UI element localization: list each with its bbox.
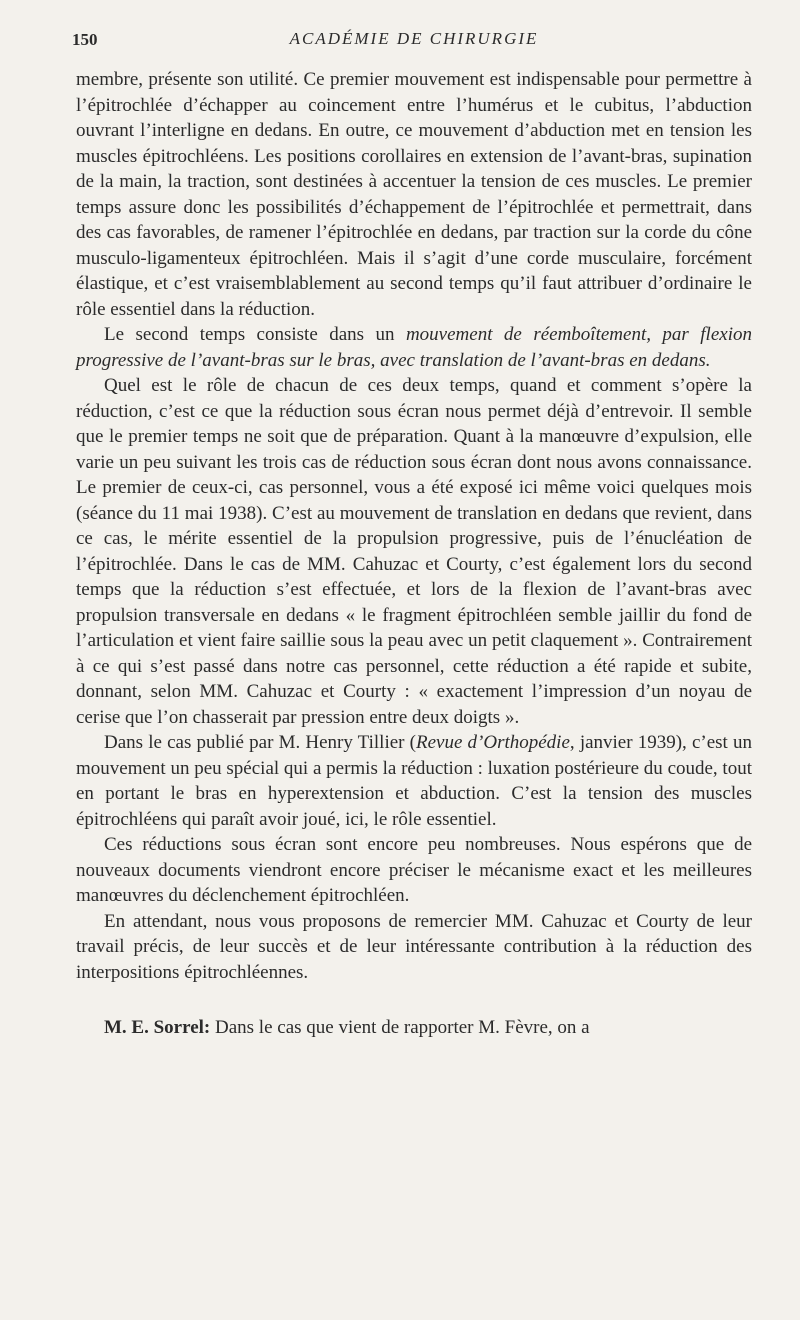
body-paragraph xyxy=(76,909,752,986)
body-paragraph xyxy=(76,832,752,909)
body-paragraph xyxy=(76,373,752,730)
speaker-name: M. E. Sorrel: xyxy=(104,1017,211,1038)
page-number: 150 xyxy=(72,30,98,49)
discussion-paragraph xyxy=(76,1015,752,1041)
paragraph-list xyxy=(76,67,752,985)
body-paragraph xyxy=(76,322,752,373)
paragraph-text: Quel est le rôle de chacun de ces deux temps, quand et comment s’opère la réduction, c’est ce que la réduction sous écran nous permet déjà d’entrevoir. Il semble que le premier temps ne soit que de préparation. Quant à la manœuvre d’expulsion, elle varie un peu suivant les trois cas de réduction sous écran dont nous avons connaissance. Le premier de ceux-ci, cas personnel, vous a été exposé ici même voici quelques mois (séance du 11 mai 1938). C’est au mouvement de translation en dedans que revient, dans ce cas, le mérite essentiel de la propulsion progressive, puis de l’énucléation de l’épitrochlée. Dans le cas de MM. Cahuzac et Courty, c’est également lors du second temps que la réduction s’est effectuée, et lors de la flexion de l’avant-bras avec propulsion transversale en dedans « le fragment épitrochléen semble jaillir du fond de l’articulation et vient faire saillie sous la peau avec un petit claquement ». Contrairement à ce qui s’est passé dans notre cas personnel, cette réduction a été rapide et subite, donnant, selon MM. Cahuzac et Courty : « exactement l’impression d’un noyau de cerise que l’on chasserait par pression entre deux doigts ». xyxy=(76,375,752,728)
article-body xyxy=(76,67,752,1041)
paragraph-text: Le second temps consiste dans un xyxy=(104,324,406,345)
section-gap xyxy=(76,985,752,1015)
paragraph-text: Ces réductions sous écran sont encore peu nombreuses. Nous espérons que de nouveaux documents viendront encore préciser le mécanisme exact et les meilleures manœuvres du déclenchement épitrochléen. xyxy=(76,834,752,906)
discussion-text: Dans le cas que vient de rapporter M. Fèvre, on a xyxy=(210,1017,590,1038)
paragraph-text: Dans le cas publié par M. Henry Tillier ( xyxy=(104,732,416,753)
page-header xyxy=(72,26,752,56)
running-title: ACADÉMIE DE CHIRURGIE xyxy=(289,29,539,48)
italic-text: Revue d’Orthopédie xyxy=(415,732,570,753)
paragraph-text: En attendant, nous vous proposons de remercier MM. Cahuzac et Courty de leur travail précis, de leur succès et de leur intéressante contribution à la réduction des interpositions épitrochléennes. xyxy=(76,910,752,983)
body-paragraph xyxy=(76,67,752,322)
paragraph-text: , janvier 1939), c’est un mouvement un peu spécial qui a permis la réduction : luxation postérieure du coude, tout en portant le bras en hyperextension et abduction. C’est la tension des muscles épitrochléens qui paraît avoir joué, ici, le rôle essentiel. xyxy=(76,732,752,830)
italic-text: mouvement de réemboîtement, par flexion progressive de l’avant-bras sur le bras, avec translation de l’avant-bras en dedans. xyxy=(76,324,752,371)
paragraph-text: membre, présente son utilité. Ce premier mouvement est indispensable pour permettre à l’épitrochlée d’échapper au coincement entre l’humérus et le cubitus, l’abduction ouvrant l’interligne en dedans. En outre, ce mouvement d’abduction met en tension les muscles épitrochléens. Les positions corollaires en extension de l’avant-bras, supination de la main, la traction, sont destinées à accentuer la tension de ces muscles. Le premier temps assure donc les possibilités d’échappement de l’épitrochlée et permettrait, dans des cas favorables, de ramener l’épitrochlée en dedans, par traction sur la corde du cône musculo-ligamenteux épitrochléen. Mais il s’agit d’une corde musculaire, forcément élastique, et c’est vraisemblablement au second temps qu’il faut attribuer d’ordinaire le rôle essentiel dans la réduction. xyxy=(76,69,752,320)
body-paragraph xyxy=(76,730,752,832)
